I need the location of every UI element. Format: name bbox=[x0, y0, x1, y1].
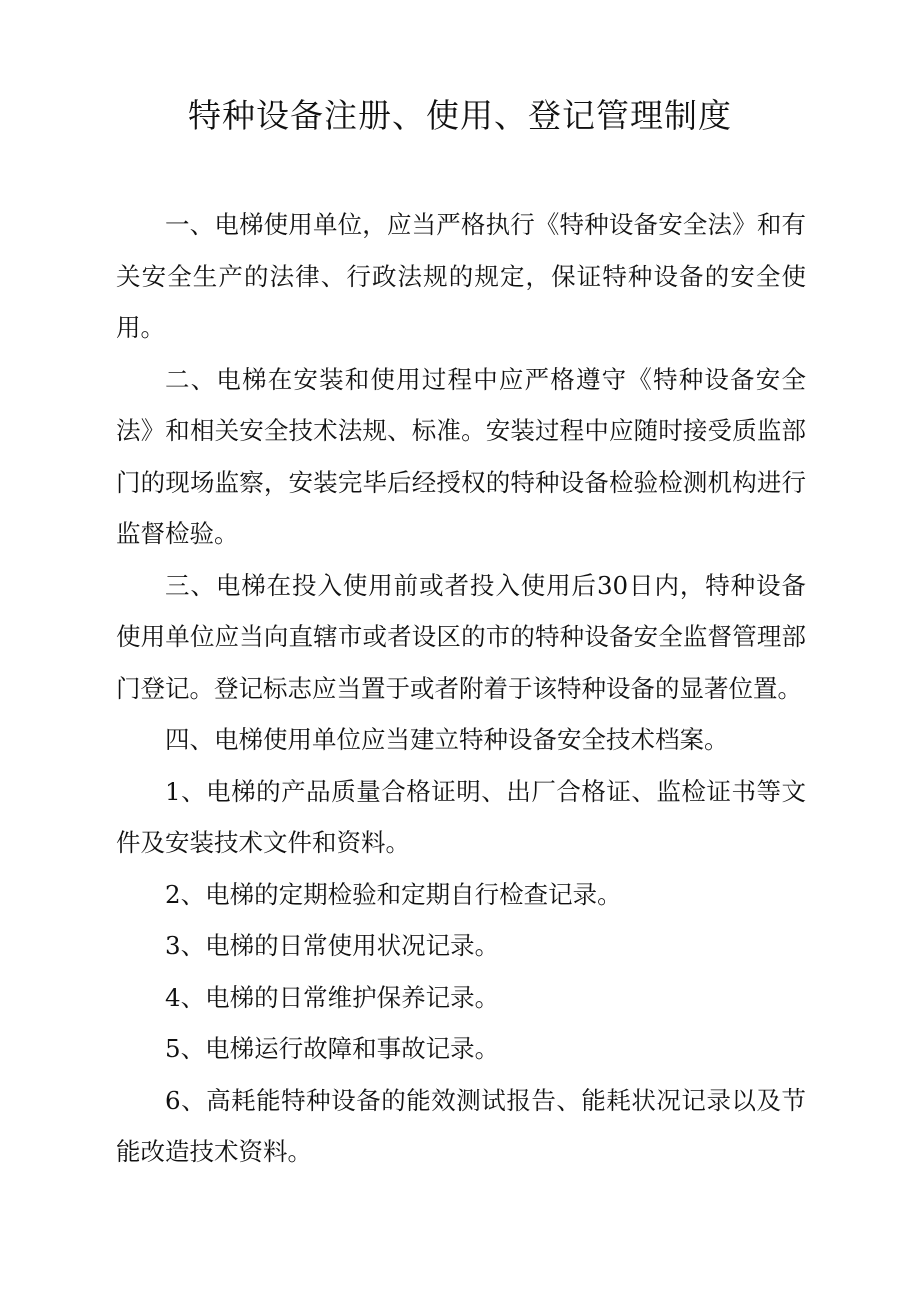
paragraph-1: 一、电梯使用单位，应当严格执行《特种设备安全法》和有关安全生产的法律、行政法规的规定，保证特种设备的安全使用。 bbox=[116, 210, 806, 342]
document-body bbox=[116, 199, 806, 1178]
list-item-2: 2、电梯的定期检验和定期自行检查记录。 bbox=[165, 879, 622, 909]
paragraph-3: 三、电梯在投入使用前或者投入使用后30日内，特种设备使用单位应当向直辖市或者设区的市的特种设备安全监督管理部门登记。登记标志应当置于或者附着于该特种设备的显著位置。 bbox=[116, 570, 806, 703]
list-item-6: 6、高耗能特种设备的能效测试报告、能耗状况记录以及节能改造技术资料。 bbox=[116, 1085, 806, 1166]
list-item-3: 3、电梯的日常使用状况记录。 bbox=[165, 931, 500, 960]
document-title: 特种设备注册、使用、登记管理制度 bbox=[188, 96, 732, 135]
list-item-5: 5、电梯运行故障和事故记录。 bbox=[165, 1034, 500, 1063]
paragraph-2: 二、电梯在安装和使用过程中应严格遵守《特种设备安全法》和相关安全技术法规、标准。安装过程中应随时接受质监部门的现场监察，安装完毕后经授权的特种设备检验检测机构进行监督检验。 bbox=[116, 364, 806, 548]
paragraph-4: 四、电梯使用单位应当建立特种设备安全技术档案。 bbox=[165, 725, 729, 754]
list-item-4: 4、电梯的日常维护保养记录。 bbox=[165, 982, 500, 1012]
list-item-1: 1、电梯的产品质量合格证明、出厂合格证、监检证书等文件及安装技术文件和资料。 bbox=[116, 776, 806, 857]
